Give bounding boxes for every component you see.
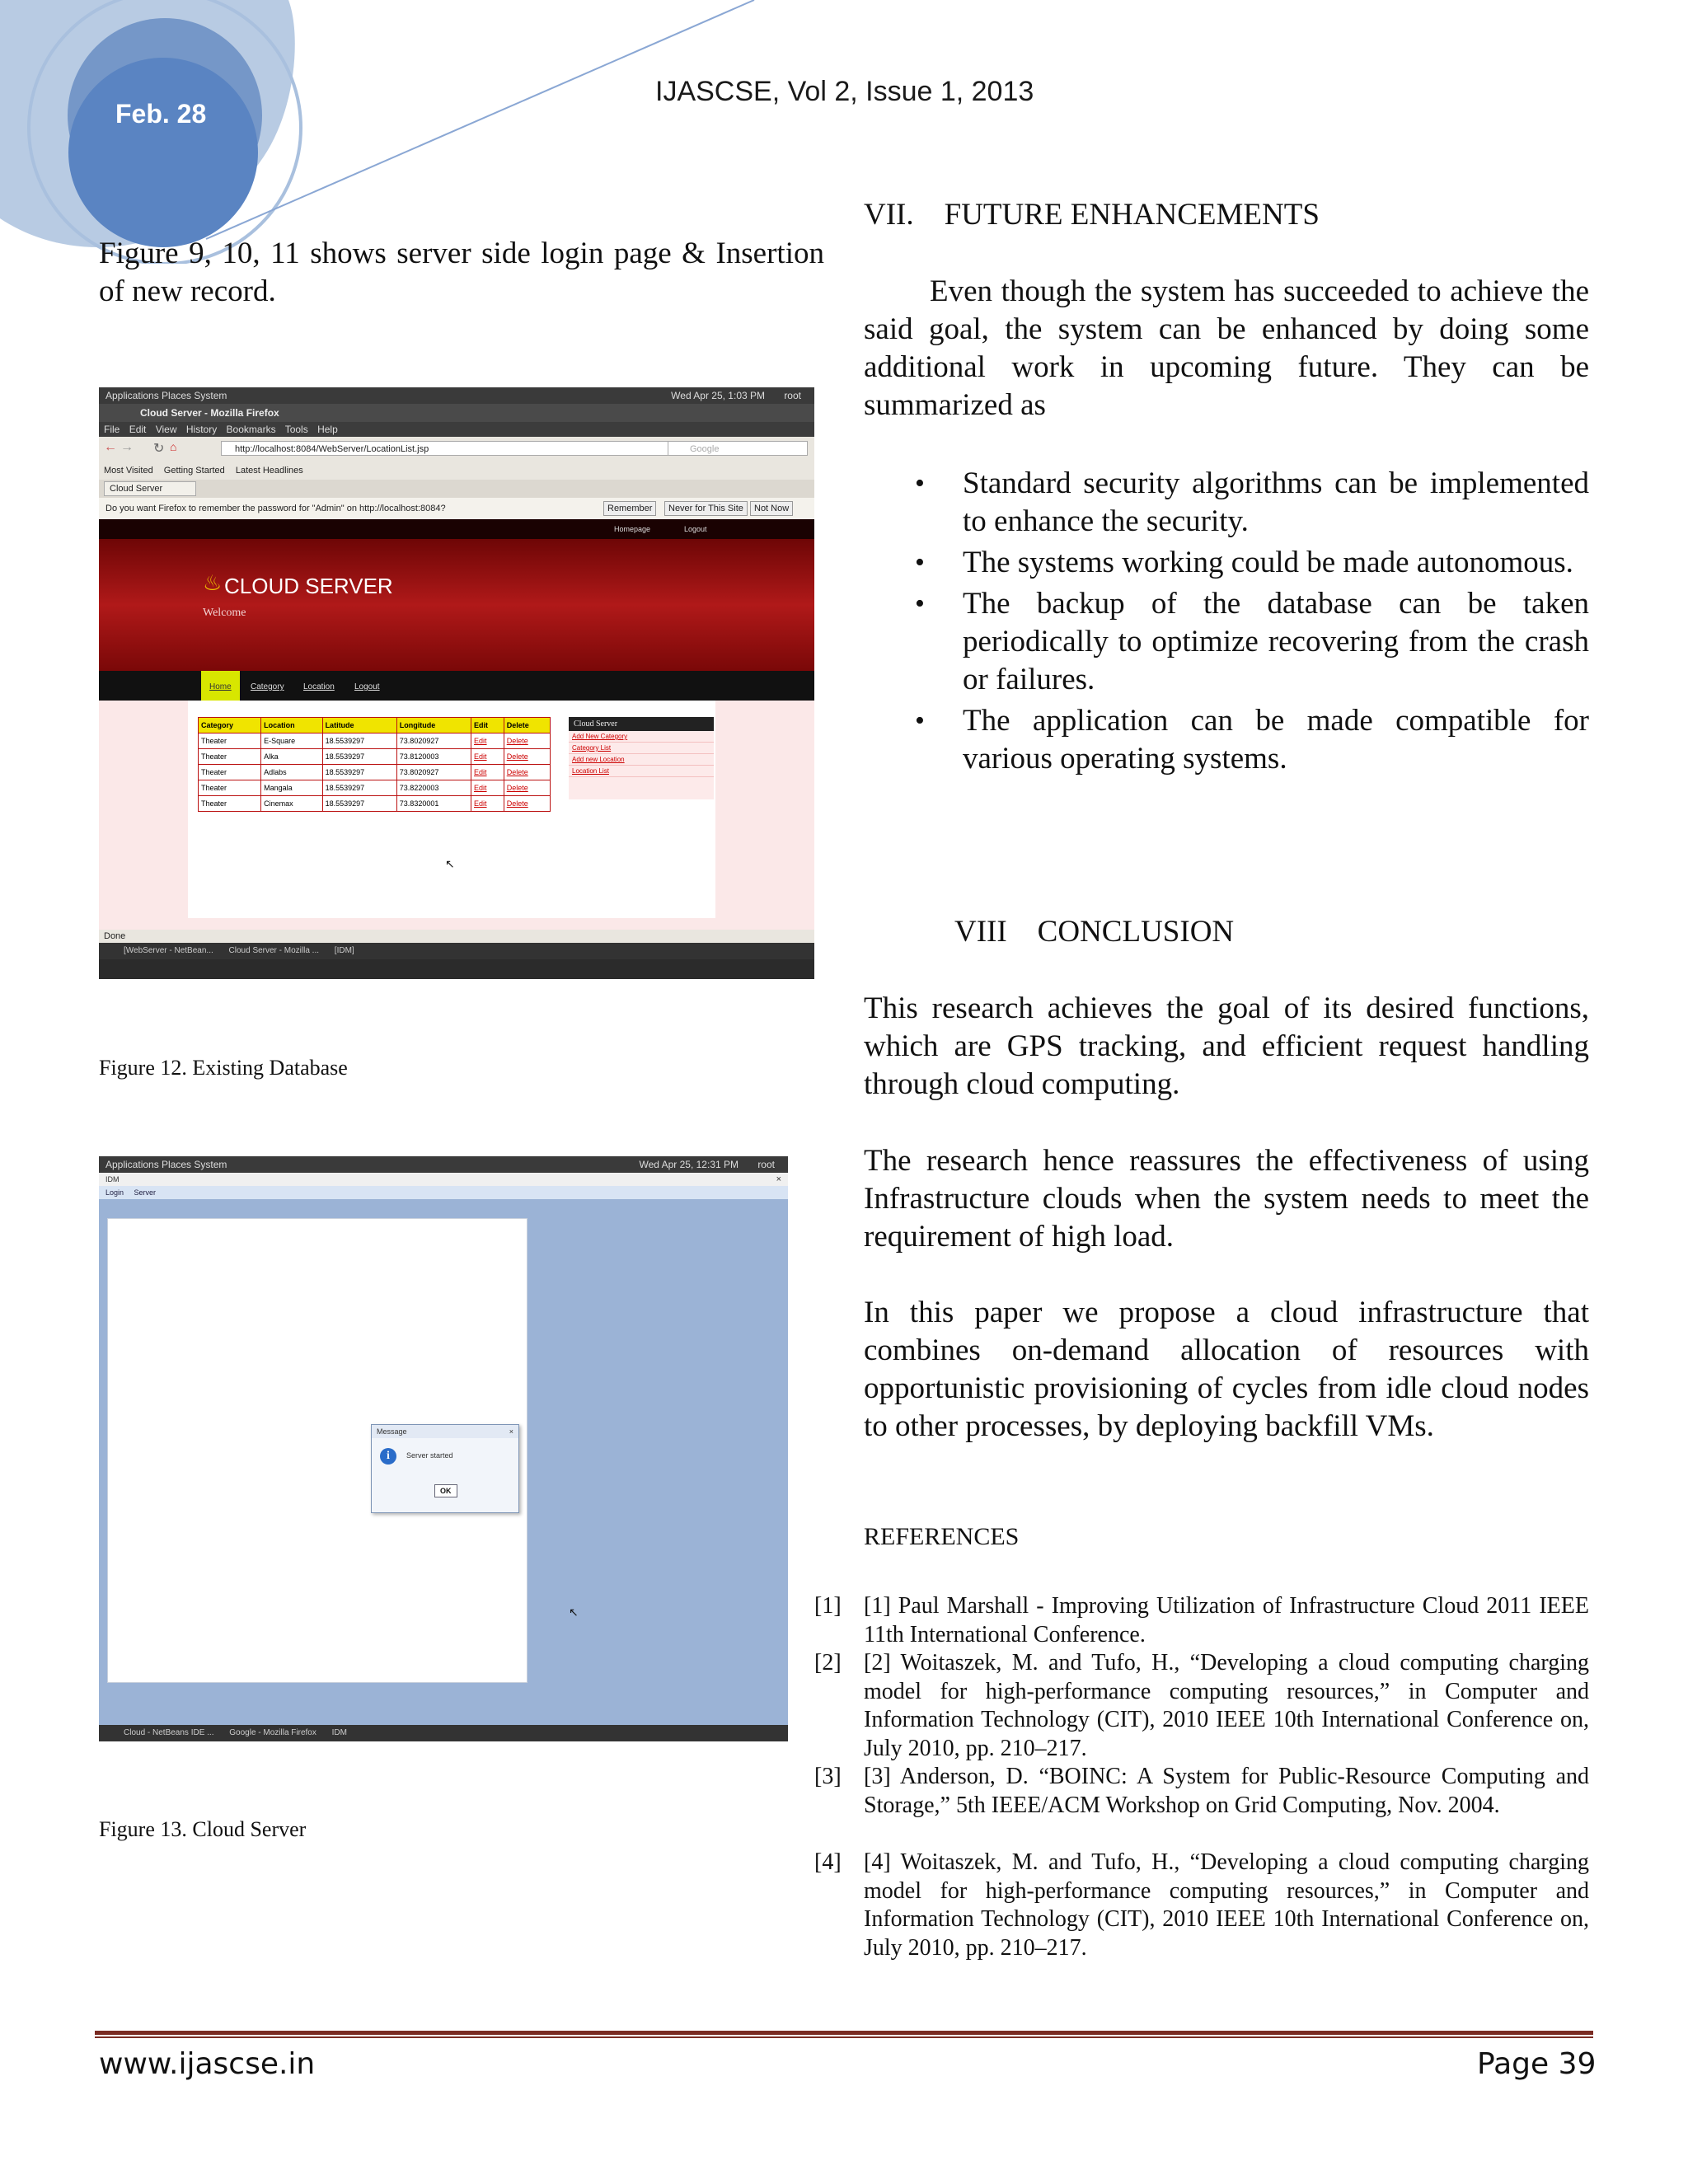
dialog-message: Server started [406, 1451, 453, 1460]
list-item: • The systems working could be made autonomous. [864, 544, 1589, 582]
side-link-add-location[interactable]: Add new Location [569, 754, 714, 766]
tab-cloud-server[interactable]: Cloud Server [104, 481, 196, 496]
password-prompt: Do you want Firefox to remember the password for "Admin" on http://localhost:8084? [106, 504, 446, 513]
section-8-heading: VIII CONCLUSION [954, 915, 1235, 949]
conclusion-paragraph-2: The research hence reassures the effectiveness of using Infrastructure clouds when the system needs to meet the requirement of high load. [864, 1144, 1589, 1254]
footer-page-number: Page 39 [1477, 2047, 1597, 2081]
location-table [198, 717, 551, 812]
reference-entry: [1] Paul Marshall - Improving Utilization of Infrastructure Cloud 2011 IEEE 11th International Conference. [864, 1593, 1589, 1647]
dialog-title: Message [377, 1427, 407, 1436]
cell-category: Theater [199, 749, 261, 765]
bookmark-most-visited[interactable]: Most Visited [104, 466, 153, 476]
reload-icon[interactable]: ↻ [153, 442, 165, 456]
dialog-titlebar [372, 1425, 518, 1438]
conclusion-paragraph-1: This research achieves the goal of its desired functions, which are GPS tracking, and efficient request handling through cloud computing. [864, 991, 1589, 1101]
cell-category: Theater [199, 780, 261, 796]
web-page [99, 519, 814, 930]
window-title: Cloud Server - Mozilla Firefox [140, 407, 279, 419]
nav-category[interactable]: Category [251, 682, 284, 691]
panel-user: root [784, 390, 801, 401]
site-link-logout[interactable]: Logout [684, 525, 707, 533]
side-link-add-category[interactable]: Add New Category [569, 731, 714, 743]
menu-file[interactable]: File [104, 424, 120, 435]
figure-12-caption: Figure 12. Existing Database [99, 1056, 348, 1080]
edit-link[interactable]: Edit [471, 733, 504, 749]
window-titlebar [99, 1173, 788, 1186]
cell-latitude: 18.5539297 [322, 796, 396, 812]
menu-tools[interactable]: Tools [284, 424, 308, 435]
panel-menu: Applications Places System [106, 390, 227, 401]
references-heading: REFERENCES [864, 1523, 1020, 1550]
password-notification [99, 498, 814, 519]
nav-home[interactable]: Home [201, 671, 240, 701]
delete-link[interactable]: Delete [504, 749, 550, 765]
section-7-paragraph: Even though the system has succeeded to achieve the said goal, the system can be enhanced by doing some additional work in upcoming future. They can be summarized as [864, 274, 1589, 422]
header-corner-decoration [0, 0, 775, 264]
taskbar-item-netbeans[interactable]: Cloud - NetBeans IDE ... [124, 1728, 214, 1737]
content-area [188, 701, 715, 918]
list-item: • The application can be made compatible for various operating systems. [864, 702, 1589, 778]
gnome-panel [99, 1156, 788, 1173]
site-link-homepage[interactable]: Homepage [614, 525, 651, 533]
navigation-toolbar [99, 437, 814, 462]
panel-clock: Wed Apr 25, 12:31 PM [639, 1159, 738, 1170]
cell-category: Theater [199, 765, 261, 780]
edit-link[interactable]: Edit [471, 765, 504, 780]
bookmark-latest-headlines[interactable]: Latest Headlines [235, 466, 303, 476]
section-7-heading: VII. FUTURE ENHANCEMENTS [864, 198, 1320, 232]
search-input[interactable] [668, 441, 808, 456]
delete-link[interactable]: Delete [504, 780, 550, 796]
delete-link[interactable]: Delete [504, 733, 550, 749]
window-title: IDM [106, 1175, 120, 1183]
cell-longitude: 73.8120003 [396, 749, 471, 765]
col-delete: Delete [504, 718, 550, 733]
menu-history[interactable]: History [185, 424, 218, 435]
taskbar-item-idm[interactable]: IDM [331, 1728, 347, 1737]
cell-latitude: 18.5539297 [322, 780, 396, 796]
reference-number: [1] [814, 1593, 842, 1619]
table-row [199, 796, 551, 812]
table-row [199, 765, 551, 780]
table-row [199, 749, 551, 765]
home-icon[interactable]: ⌂ [170, 440, 177, 453]
col-category: Category [199, 718, 261, 733]
footer-website: www.ijascse.in [99, 2047, 316, 2081]
taskbar-item-netbeans[interactable]: [WebServer - NetBean... [124, 946, 213, 955]
panel-menu: Applications Places System [106, 1159, 227, 1170]
nav-logout[interactable]: Logout [354, 682, 380, 691]
menu-edit[interactable]: Edit [129, 424, 147, 435]
status-text: Done [104, 931, 126, 941]
cell-longitude: 73.8020927 [396, 765, 471, 780]
cell-latitude: 18.5539297 [322, 765, 396, 780]
reference-entry: [4] Woitaszek, M. and Tufo, H., “Developing a cloud computing charging model for high-performance computing resources,” in Computer and Information Technology (CIT), 2010 IEEE 10th International Conference on, July 2010, pp. 210–217. [864, 1849, 1589, 1961]
mouse-cursor-icon: ↖ [569, 1605, 579, 1619]
reference-number: [4] [814, 1849, 842, 1875]
menu-server[interactable]: Server [134, 1188, 157, 1197]
gnome-panel [99, 387, 814, 404]
taskbar-item-idm[interactable]: [IDM] [334, 946, 354, 955]
reference-number: [2] [814, 1650, 842, 1675]
site-title: CLOUD SERVER [224, 574, 393, 598]
message-dialog [371, 1424, 519, 1513]
app-menubar [99, 1186, 788, 1199]
bookmark-getting-started[interactable]: Getting Started [163, 466, 225, 476]
site-welcome: Welcome [203, 607, 246, 619]
reference-entry: [3] Anderson, D. “BOINC: A System for Public-Resource Computing and Storage,” 5th IEEE/ACM Workshop on Grid Computing, Nov. 2004. [864, 1764, 1589, 1818]
figure-12-screenshot [99, 387, 814, 979]
cell-category: Theater [199, 733, 261, 749]
flame-logo-icon: ♨ [203, 570, 223, 595]
forward-icon[interactable]: → [120, 440, 134, 454]
side-panel [569, 717, 714, 799]
journal-header: IJASCSE, Vol 2, Issue 1, 2013 [655, 76, 1034, 107]
taskbar-item-firefox[interactable]: Google - Mozilla Firefox [229, 1728, 316, 1737]
dialog-ok-button[interactable]: OK [434, 1484, 457, 1497]
cell-latitude: 18.5539297 [322, 733, 396, 749]
list-item: • Standard security algorithms can be implemented to enhance the security. [864, 465, 1589, 541]
col-latitude: Latitude [322, 718, 396, 733]
remember-button[interactable]: Remember [603, 501, 656, 516]
table-header-row [199, 718, 551, 733]
menu-view[interactable]: View [155, 424, 177, 435]
edit-link[interactable]: Edit [471, 749, 504, 765]
tab-bar [99, 480, 814, 498]
cell-longitude: 73.8220003 [396, 780, 471, 796]
figure-13-caption: Figure 13. Cloud Server [99, 1817, 307, 1841]
taskbar [99, 943, 814, 959]
window-titlebar [99, 404, 814, 422]
delete-link[interactable]: Delete [504, 796, 550, 812]
cell-longitude: 73.8320001 [396, 796, 471, 812]
reference-entry: [2] Woitaszek, M. and Tufo, H., “Developing a cloud computing charging model for high-performance computing resources,” in Computer and Information Technology (CIT), 2010 IEEE 10th International Conference on, July 2010, pp. 210–217. [864, 1650, 1589, 1761]
delete-link[interactable]: Delete [504, 765, 550, 780]
references-list [0, 1592, 1688, 1971]
search-placeholder: Google [690, 444, 720, 454]
dialog-close-icon[interactable]: × [509, 1427, 513, 1436]
taskbar-item-firefox[interactable]: Cloud Server - Mozilla ... [228, 946, 320, 955]
edit-link[interactable]: Edit [471, 796, 504, 812]
cell-category: Theater [199, 796, 261, 812]
conclusion-paragraph-3: In this paper we propose a cloud infrastructure that combines on-demand allocation of resources with opportunistic provisioning of cycles from idle cloud nodes to other processes, by deploying backfill VMs. [864, 1296, 1589, 1443]
not-now-button[interactable]: Not Now [750, 501, 793, 516]
col-edit: Edit [471, 718, 504, 733]
cell-location: Adlabs [261, 765, 322, 780]
bookmarks-toolbar [99, 462, 814, 480]
cell-location: E-Square [261, 733, 322, 749]
footer-rule [95, 2031, 1593, 2035]
cell-location: Alka [261, 749, 322, 765]
date-badge: Feb. 28 [115, 99, 207, 129]
status-bar [99, 930, 814, 943]
enhancement-list [864, 465, 1589, 778]
list-item: • The backup of the database can be taken periodically to optimize recovering from the crash or failures. [864, 585, 1589, 699]
col-location: Location [261, 718, 322, 733]
never-for-this-site-button[interactable]: Never for This Site [664, 501, 748, 516]
site-topbar [99, 519, 814, 539]
side-link-category-list[interactable]: Category List [569, 743, 714, 754]
cell-location: Mangala [261, 780, 322, 796]
menu-login[interactable]: Login [106, 1188, 124, 1197]
info-icon: i [380, 1448, 396, 1465]
cell-longitude: 73.8020927 [396, 733, 471, 749]
panel-clock: Wed Apr 25, 1:03 PM [671, 390, 765, 401]
reference-number: [3] [814, 1764, 842, 1789]
side-panel-title: Cloud Server [569, 717, 714, 731]
back-icon[interactable]: ← [104, 440, 117, 454]
close-icon[interactable]: × [776, 1174, 781, 1184]
side-link-location-list[interactable]: Location List [569, 766, 714, 777]
url-text: http://localhost:8084/WebServer/LocationList.jsp [235, 444, 429, 454]
cell-latitude: 18.5539297 [322, 749, 396, 765]
menu-bookmarks[interactable]: Bookmarks [226, 424, 276, 435]
nav-location[interactable]: Location [303, 682, 335, 691]
intro-paragraph: Figure 9, 10, 11 shows server side login page & Insertion of new record. [99, 237, 824, 308]
site-nav [99, 671, 814, 701]
menu-help[interactable]: Help [317, 424, 338, 435]
table-row [199, 780, 551, 796]
col-longitude: Longitude [396, 718, 471, 733]
table-row [199, 733, 551, 749]
site-banner [99, 539, 814, 671]
panel-user: root [757, 1159, 775, 1170]
edit-link[interactable]: Edit [471, 780, 504, 796]
cell-location: Cinemax [261, 796, 322, 812]
footer-rule-thin [95, 2036, 1593, 2038]
menubar [99, 422, 814, 437]
mouse-cursor-icon: ↖ [445, 857, 455, 870]
